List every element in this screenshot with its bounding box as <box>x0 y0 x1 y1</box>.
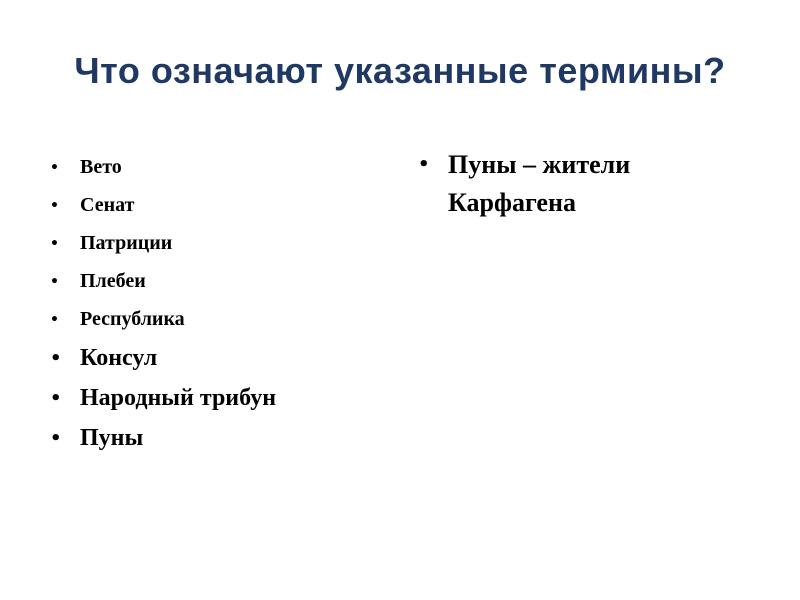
term-label: Сенат <box>80 194 135 216</box>
definitions-list <box>418 146 758 222</box>
list-item <box>50 338 370 378</box>
list-item <box>50 262 370 300</box>
list-item <box>50 300 370 338</box>
list-item <box>418 146 758 222</box>
term-label: Плебеи <box>80 270 146 292</box>
definition-text: Пуны – жители Карфагена <box>448 150 631 217</box>
bullet-icon: • <box>50 348 62 369</box>
list-item <box>50 148 370 186</box>
bullet-icon: • <box>50 160 59 176</box>
bullet-icon: • <box>50 236 59 252</box>
term-label: Республика <box>80 308 185 330</box>
bullet-icon: • <box>50 428 62 449</box>
bullet-icon: • <box>50 388 62 409</box>
bullet-icon: • <box>50 198 59 214</box>
list-item <box>50 378 370 418</box>
term-label: Народный трибун <box>80 385 277 411</box>
bullet-icon: • <box>50 274 59 290</box>
bullet-icon: • <box>418 154 430 175</box>
slide-title: Что означают указанные термины? <box>74 50 726 91</box>
list-item <box>50 224 370 262</box>
terms-list <box>50 148 370 458</box>
list-item <box>50 186 370 224</box>
bullet-icon: • <box>50 312 59 328</box>
term-label: Патриции <box>80 232 173 254</box>
term-label: Вето <box>80 156 122 178</box>
term-label: Консул <box>80 345 158 371</box>
list-item <box>50 418 370 458</box>
term-label: Пуны <box>80 425 144 451</box>
